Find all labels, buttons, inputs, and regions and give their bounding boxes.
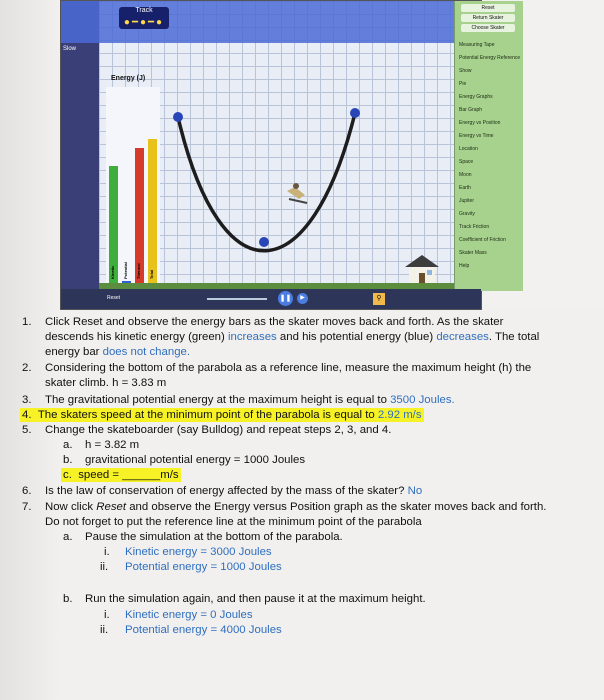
q7-a-number: a. (63, 531, 73, 543)
reset-all-label[interactable]: Reset (107, 295, 121, 301)
panel-option[interactable]: Gravity (459, 211, 475, 217)
text-fragment: and his potential energy (blue) (276, 331, 437, 343)
panel-option[interactable]: Pie (459, 81, 467, 87)
pause-icon: ❚❚ (279, 295, 292, 302)
panel-option[interactable]: Show (459, 68, 472, 74)
text-fragment: Is the law of conservation of energy affected by the mass of the skater? (45, 485, 408, 497)
question-number: c. (63, 469, 72, 481)
text-fragment: speed = ______m/s (78, 469, 179, 481)
energy-bar-label: Potential (123, 262, 128, 279)
answer-decreases: decreases (436, 331, 489, 343)
q5-a-number: a. (63, 439, 73, 451)
question-2-line-2: skater climb. h = 3.83 m (45, 377, 167, 389)
question-2-line-1: Considering the bottom of the parabola as a reference line, measure the maximum height (h) the (45, 362, 532, 374)
question-1-line-1: Click Reset and observe the energy bars as the skater moves back and forth. As the skater (45, 316, 504, 328)
q7-b-i: Kinetic energy = 0 Joules (125, 609, 253, 621)
question-1-line-3 (45, 345, 190, 359)
question-7-line-2: Do not forget to put the reference line at the minimum point of the parabola (45, 516, 422, 528)
text-fragment: The skaters speed at the minimum point of the parabola is equal to (37, 409, 378, 421)
panel-option[interactable]: Coefficient of Friction (459, 237, 506, 243)
panel-option[interactable]: Energy vs Position (459, 120, 501, 126)
question-1 (22, 315, 32, 329)
q7-b: Run the simulation again, and then pause it at the maximum height. (85, 593, 426, 605)
panel-option[interactable]: Earth (459, 185, 471, 191)
zoom-icon[interactable]: ⚲ (373, 293, 385, 305)
panel-button[interactable]: Return Skater (461, 14, 515, 22)
question-3-number: 3. (22, 394, 32, 406)
text-fragment: and observe the Energy versus Position graph as the skater moves back and forth. (126, 501, 547, 513)
panel-option[interactable]: Potential Energy Reference (459, 55, 521, 61)
answer-no: No (407, 485, 423, 497)
question-1-line-2 (45, 330, 539, 344)
q7-a-i: Kinetic energy = 3000 Joules (125, 546, 272, 558)
q5-a: h = 3.82 m (85, 439, 140, 451)
q7-b-i-number: i. (104, 609, 110, 621)
text-fragment: descends his kinetic energy (green) (45, 331, 228, 343)
text-fragment: energy bar (45, 346, 103, 358)
panel-button[interactable]: Choose Skater (461, 24, 515, 32)
panel-button[interactable]: Reset (461, 4, 515, 12)
pause-button[interactable] (278, 291, 293, 306)
question-number: 1. (22, 316, 32, 328)
panel-option[interactable]: Moon (459, 172, 472, 178)
q7-b-number: b. (63, 593, 73, 605)
q7-a-i-number: i. (104, 546, 110, 558)
energy-bar-label: Kinetic (110, 265, 115, 279)
answer-3500-joules: 3500 Joules. (390, 394, 455, 406)
track-node-bottom (259, 237, 269, 247)
energy-skate-park-screenshot (60, 0, 521, 310)
q5-b: gravitational potential energy = 1000 Joules (85, 454, 306, 466)
answer-increases: increases (227, 331, 277, 343)
text-fragment: Now click (45, 501, 97, 513)
q5-c-highlighted (61, 468, 181, 482)
italic-reset: Reset (96, 501, 127, 513)
question-7-line-1 (45, 500, 546, 514)
skater-icon (287, 183, 307, 203)
parabola-track (178, 113, 355, 251)
track-node-right (350, 108, 360, 118)
q5-b-number: b. (63, 454, 73, 466)
sim-bottom-bar (61, 289, 481, 309)
q7-b-ii: Potential energy = 4000 Joules (125, 624, 282, 636)
energy-axis-label: Energy (J) (111, 75, 146, 82)
panel-option[interactable]: Energy vs Time (459, 133, 494, 139)
q7-a: Pause the simulation at the bottom of the parabola. (85, 531, 343, 543)
panel-option[interactable]: Jupiter (459, 198, 475, 204)
q7-b-ii-number: ii. (100, 624, 109, 636)
text-fragment: The gravitational potential energy at the maximum height is equal to (45, 394, 391, 406)
track-dots-icon: ●━●━● (123, 17, 165, 28)
step-icon: ▶ (300, 295, 305, 301)
panel-option[interactable]: Track Friction (459, 224, 490, 230)
energy-bar-label: Thermal (136, 263, 141, 279)
question-2-number: 2. (22, 362, 32, 374)
step-button[interactable] (297, 293, 308, 304)
question-6 (45, 484, 422, 498)
speed-slider[interactable] (207, 298, 267, 300)
question-5-number: 5. (22, 424, 32, 436)
track-button-label: Track (135, 7, 153, 14)
panel-option[interactable]: Space (459, 159, 474, 165)
answer-does-not-change: does not change. (102, 346, 191, 358)
energy-bar-label: Total (149, 269, 154, 279)
panel-option[interactable]: Help (459, 263, 470, 269)
q7-a-ii-number: ii. (100, 561, 109, 573)
track-node-left (173, 112, 183, 122)
question-4-highlighted (20, 408, 424, 422)
answer-speed: 2.92 m/s (377, 409, 422, 421)
control-panel (454, 1, 523, 291)
question-5: Change the skateboarder (say Bulldog) and repeat steps 2, 3, and 4. (45, 424, 392, 436)
house-icon (401, 253, 443, 283)
text-fragment: . The total (488, 331, 540, 343)
panel-option[interactable]: Measuring Tape (459, 42, 495, 48)
panel-option[interactable]: Location (459, 146, 478, 152)
panel-option[interactable]: Energy Graphs (459, 94, 493, 100)
question-number: 4. (22, 409, 32, 421)
question-3 (45, 393, 455, 407)
panel-option[interactable]: Skater Mass (459, 250, 487, 256)
panel-option[interactable]: Bar Graph (459, 107, 483, 113)
q7-a-ii: Potential energy = 1000 Joules (125, 561, 282, 573)
speed-control-label: Slow (63, 46, 77, 52)
question-6-number: 6. (22, 485, 32, 497)
question-7-number: 7. (22, 501, 32, 513)
